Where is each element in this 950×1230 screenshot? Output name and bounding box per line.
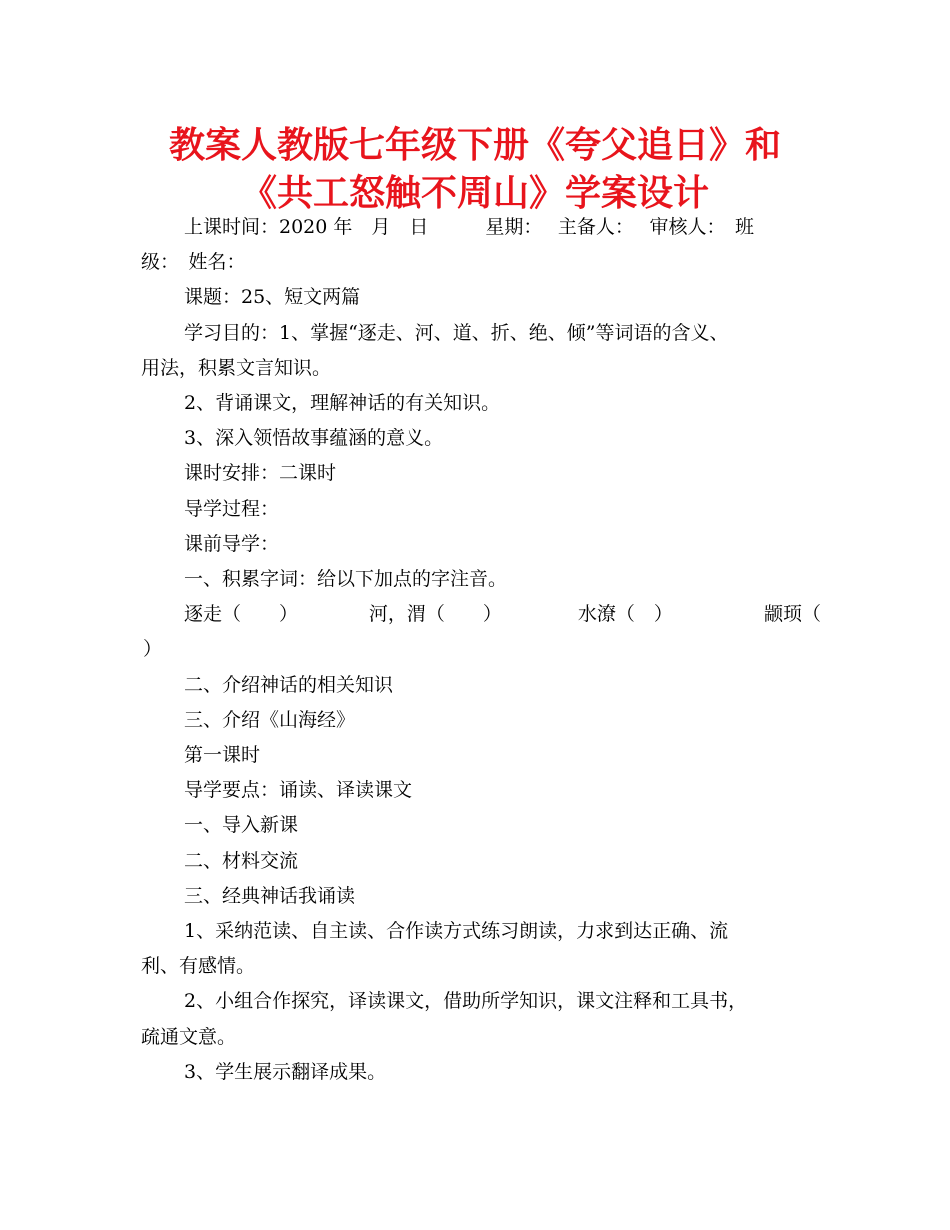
learning-goal-2: 2、背诵课文，理解神话的有关知识。 <box>184 392 501 415</box>
pinyin-item: 颛顼（ <box>763 603 821 626</box>
step-1: 一、导入新课 <box>184 814 299 837</box>
pinyin-item-tail: ） <box>143 638 163 661</box>
step-2: 二、材料交流 <box>184 849 299 872</box>
reading-item-1-continued: 利、有感情。 <box>141 955 256 978</box>
learning-goal-1-continued: 用法，积累文言知识。 <box>141 356 332 379</box>
reading-item-1: 1、采纳范读、自主读、合作读方式练习朗读，力求到达正确、流 <box>184 920 729 943</box>
reading-item-2-continued: 疏通文意。 <box>141 1025 237 1048</box>
reading-item-3: 3、学生展示翻译成果。 <box>184 1060 387 1083</box>
lesson-topic: 课题：25、短文两篇 <box>184 286 361 309</box>
lesson-1-heading: 第一课时 <box>184 744 261 767</box>
class-info-line-continued: 级： 姓名： <box>141 251 246 274</box>
lesson-1-points: 导学要点：诵读、译读课文 <box>184 779 413 802</box>
document-title-line-1: 教案人教版七年级下册《夸父追日》和 <box>168 125 781 166</box>
section-1-heading: 一、积累字词：给以下加点的字注音。 <box>184 568 508 591</box>
section-3-heading: 三、介绍《山海经》 <box>184 708 356 731</box>
section-2-heading: 二、介绍神话的相关知识 <box>184 673 394 696</box>
class-info-line: 上课时间：2020 年 月 日 星期： 主备人： 审核人： 班 <box>184 216 754 238</box>
pre-study-heading: 课前导学： <box>184 532 280 555</box>
learning-goal-1: 学习目的：1、掌握“逐走、河、道、折、绝、倾”等词语的含义、 <box>184 321 729 344</box>
pinyin-item: 水潦（ ） <box>577 603 673 626</box>
document-body <box>141 210 821 1090</box>
step-3: 三、经典神话我诵读 <box>184 884 356 907</box>
guide-process-heading: 导学过程： <box>184 497 280 520</box>
learning-goal-3: 3、深入领悟故事蕴涵的意义。 <box>184 427 444 450</box>
pinyin-exercise-row <box>141 597 821 632</box>
pinyin-item: 河，渭（ ） <box>368 603 502 626</box>
document-title-line-2: 《共工怒触不周山》学案设计 <box>240 173 709 214</box>
reading-item-2: 2、小组合作探究，译读课文，借助所学知识，课文注释和工具书， <box>184 990 748 1013</box>
class-schedule: 课时安排：二课时 <box>184 462 337 485</box>
pinyin-item: 逐走（ ） <box>184 603 299 626</box>
